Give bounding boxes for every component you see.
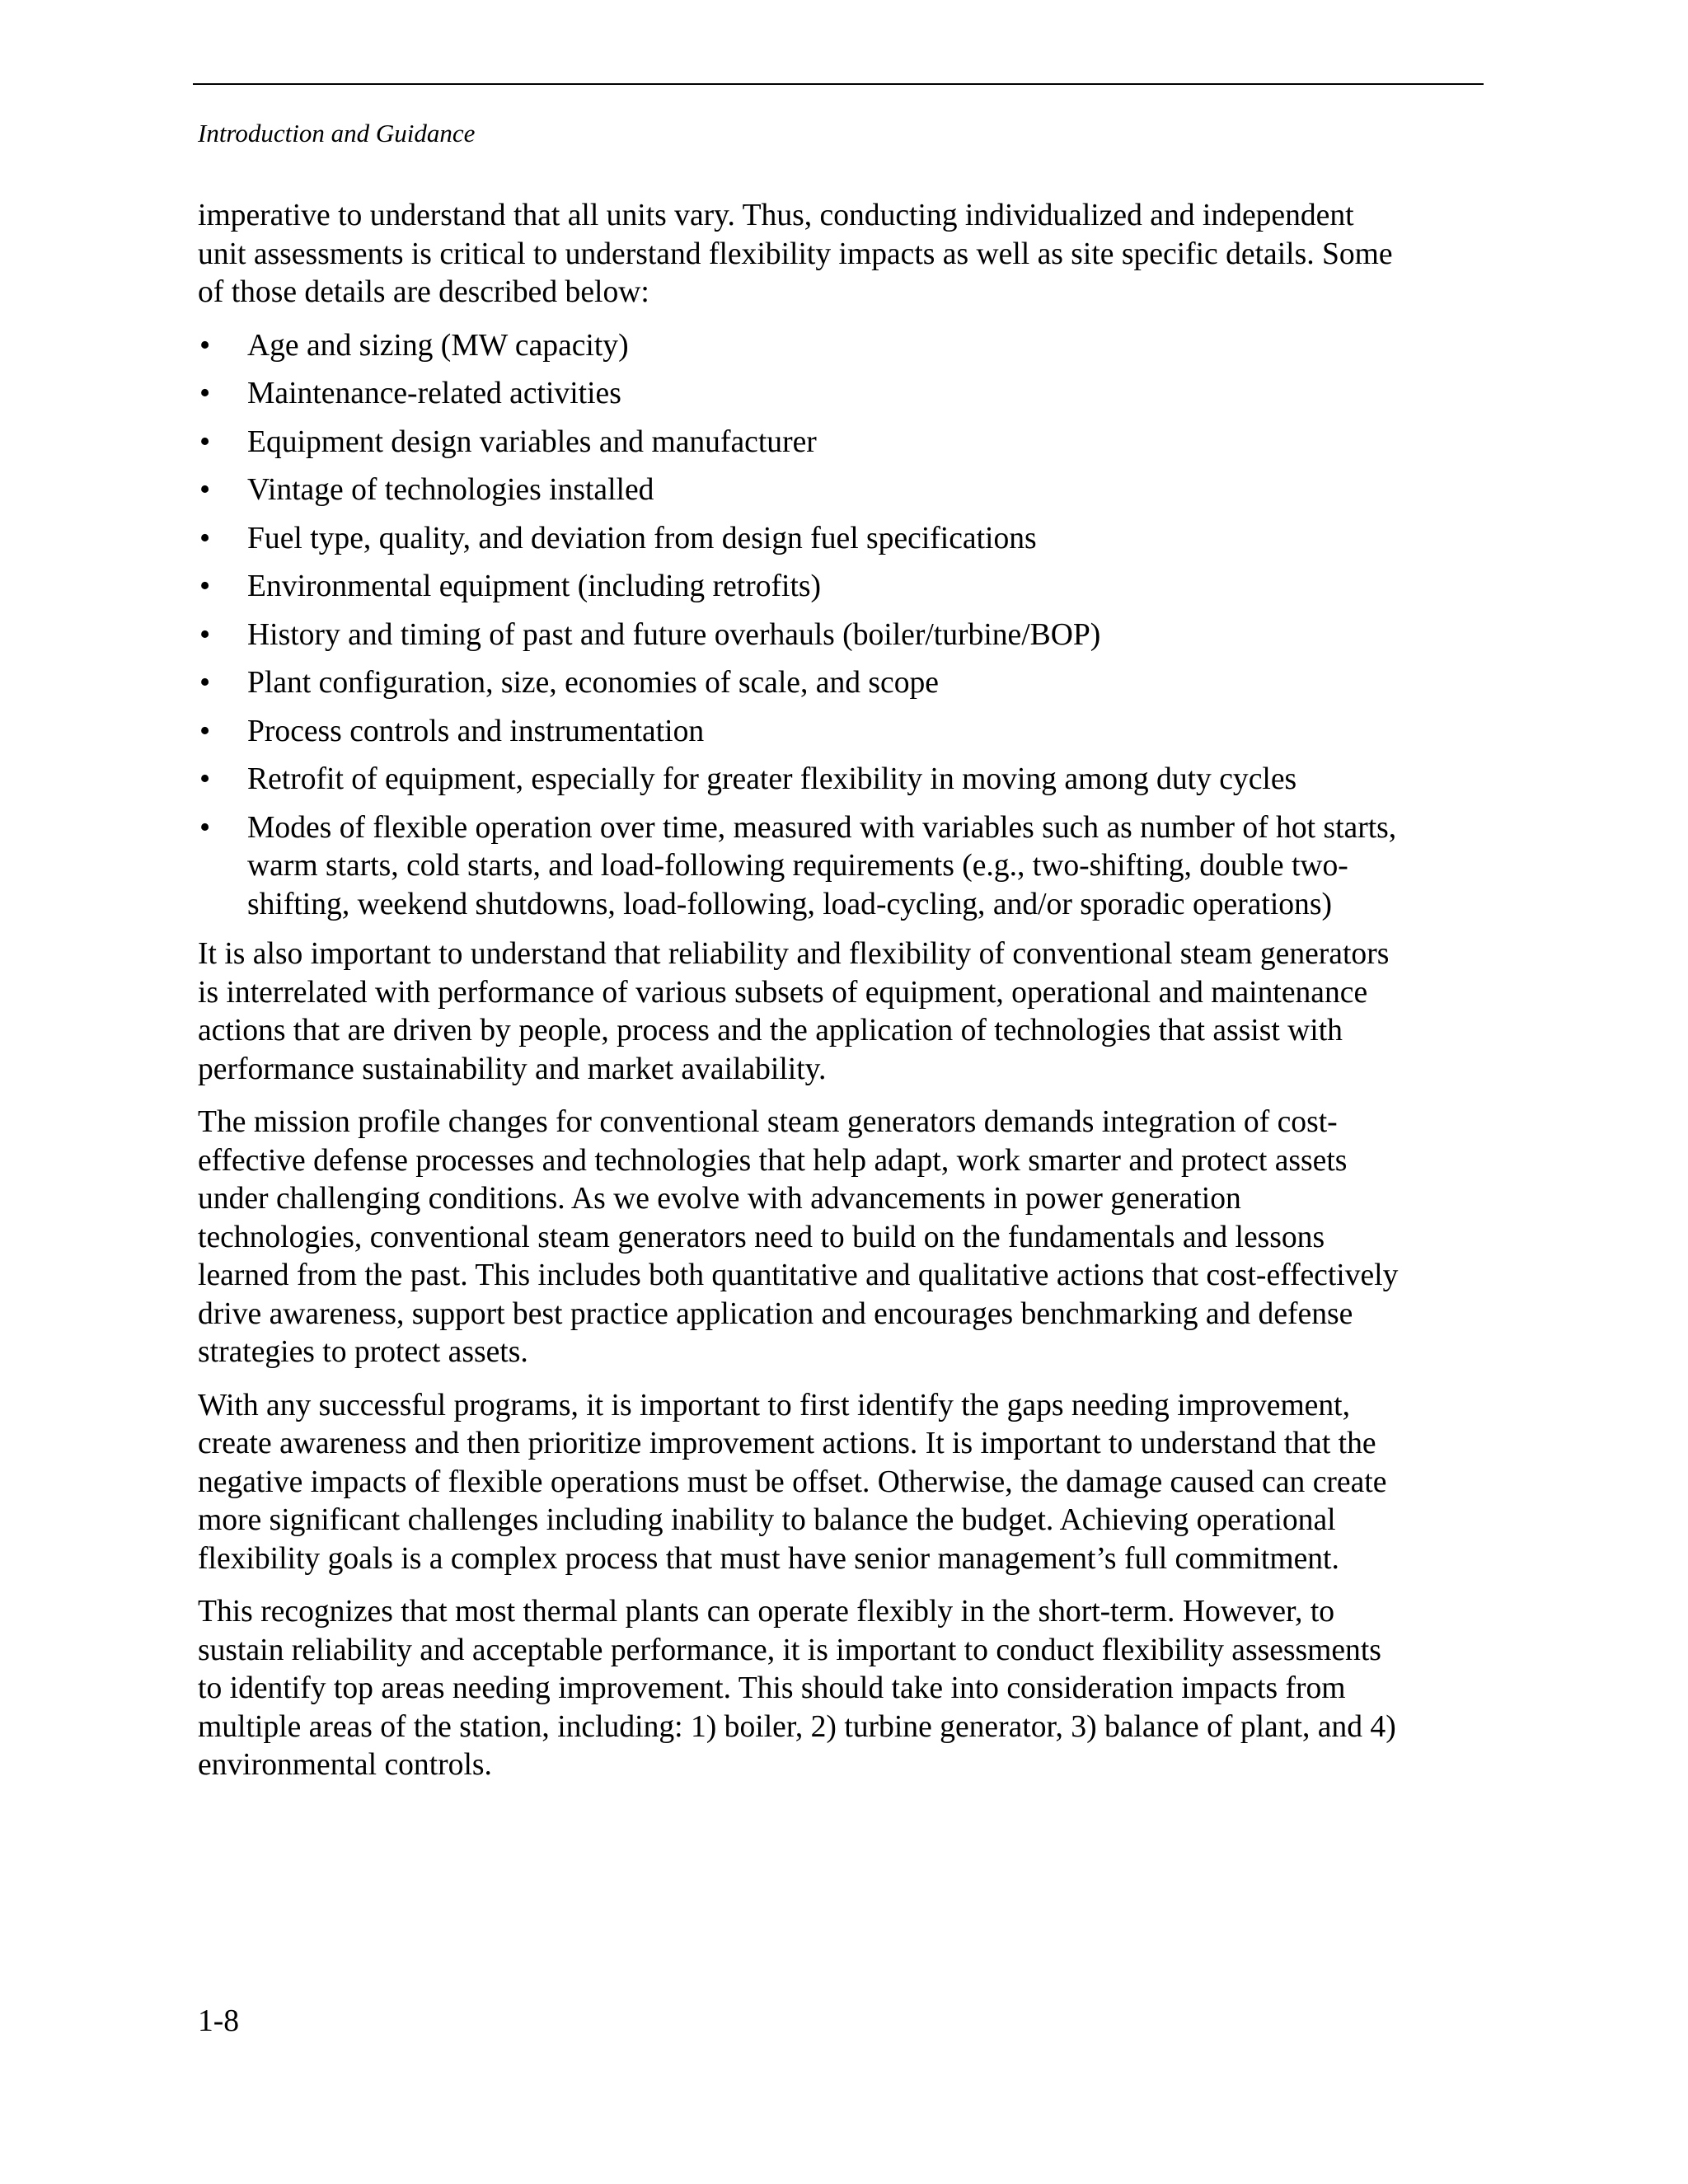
body-paragraph: [198, 1104, 1500, 1372]
text-line: strategies to protect assets.: [198, 1335, 528, 1369]
text-line: shifting, weekend shutdowns, load-following, load-cycling, and/or sporadic operations): [247, 887, 1332, 921]
text-line: Fuel type, quality, and deviation from design fuel specifications: [247, 521, 1037, 555]
text-line: warm starts, cold starts, and load-following requirements (e.g., two-shifting, double two-: [247, 849, 1348, 883]
text-line: environmental controls.: [198, 1748, 492, 1782]
text-line: actions that are driven by people, process and the application of technologies that assist with: [198, 1014, 1343, 1047]
intro-paragraph: [198, 197, 1500, 312]
text-line: effective defense processes and technologies that help adapt, work smarter and protect assets: [198, 1143, 1348, 1178]
bullet-icon: •: [199, 424, 211, 459]
text-line: under challenging conditions. As we evolve with advancements in power generation: [198, 1182, 1241, 1216]
list-item: [198, 616, 1500, 655]
bullet-icon: •: [199, 714, 211, 748]
list-item: [198, 809, 1500, 925]
text-line: unit assessments is critical to understand flexibility impacts as well as site specific details. Some: [198, 237, 1393, 271]
bullet-icon: •: [199, 328, 211, 363]
list-item: [198, 471, 1500, 510]
list-item: [198, 713, 1500, 752]
text-line: imperative to understand that all units vary. Thus, conducting individualized and independent: [198, 199, 1354, 232]
running-header: Introduction and Guidance: [198, 119, 476, 148]
list-item: [198, 568, 1500, 607]
list-item: [198, 520, 1500, 559]
text-line: more significant challenges including inability to balance the budget. Achieving operational: [198, 1503, 1336, 1537]
list-item: [198, 375, 1500, 414]
text-line: multiple areas of the station, including: 1) boiler, 2) turbine generator, 3) balance of plant, and 4): [198, 1709, 1396, 1744]
text-line: Age and sizing (MW capacity): [247, 328, 629, 363]
text-line: The mission profile changes for conventional steam generators demands integration of cost-: [198, 1105, 1338, 1139]
header-rule: [193, 83, 1484, 85]
text-line: learned from the past. This includes both quantitative and qualitative actions that cost-effectively: [198, 1258, 1399, 1292]
body-paragraph: [198, 1387, 1500, 1579]
text-line: Environmental equipment (including retrofits): [247, 569, 822, 603]
page-number: 1-8: [198, 2004, 240, 2038]
bullet-icon: •: [199, 377, 211, 410]
text-line: technologies, conventional steam generators need to build on the fundamentals and lessons: [198, 1220, 1325, 1254]
text-line: Retrofit of equipment, especially for greater flexibility in moving among duty cycles: [247, 762, 1297, 796]
text-line: History and timing of past and future overhauls (boiler/turbine/BOP): [247, 617, 1101, 652]
text-line: Plant configuration, size, economies of scale, and scope: [247, 666, 939, 700]
text-line: Equipment design variables and manufacturer: [247, 424, 817, 459]
list-item: [198, 327, 1500, 366]
text-line: This recognizes that most thermal plants can operate flexibly in the short-term. However, to: [198, 1595, 1335, 1629]
text-line: performance sustainability and market availability.: [198, 1052, 827, 1086]
text-line: It is also important to understand that reliability and flexibility of conventional steam generators: [198, 937, 1390, 971]
text-line: With any successful programs, it is important to first identify the gaps needing improvement,: [198, 1388, 1350, 1422]
body-text: [198, 197, 1500, 1800]
text-line: create awareness and then prioritize improvement actions. It is important to understand that the: [198, 1427, 1376, 1460]
bullet-icon: •: [199, 569, 211, 603]
text-line: flexibility goals is a complex process that must have senior management’s full commitment.: [198, 1541, 1339, 1576]
body-paragraph: [198, 935, 1500, 1089]
bullet-icon: •: [199, 521, 211, 555]
text-line: Modes of flexible operation over time, measured with variables such as number of hot starts,: [247, 810, 1397, 845]
text-line: is interrelated with performance of various subsets of equipment, operational and maintenance: [198, 975, 1368, 1010]
text-line: to identify top areas needing improvement. This should take into consideration impacts from: [198, 1671, 1346, 1705]
bullet-icon: •: [199, 762, 211, 796]
bullet-icon: •: [199, 473, 211, 507]
bullet-icon: •: [199, 810, 211, 845]
text-line: negative impacts of flexible operations must be offset. Otherwise, the damage caused can create: [198, 1465, 1387, 1499]
text-line: Process controls and instrumentation: [247, 714, 705, 748]
list-item: [198, 761, 1500, 799]
text-line: Maintenance-related activities: [247, 377, 621, 410]
text-line: drive awareness, support best practice application and encourages benchmarking and defense: [198, 1296, 1353, 1331]
bullet-icon: •: [199, 617, 211, 652]
details-bullet-list: [198, 327, 1500, 925]
list-item: [198, 424, 1500, 462]
list-item: [198, 664, 1500, 703]
text-line: of those details are described below:: [198, 275, 649, 309]
text-line: Vintage of technologies installed: [247, 473, 654, 507]
bullet-icon: •: [199, 666, 211, 700]
text-line: sustain reliability and acceptable performance, it is important to conduct flexibility assessments: [198, 1633, 1381, 1667]
body-paragraph: [198, 1593, 1500, 1785]
